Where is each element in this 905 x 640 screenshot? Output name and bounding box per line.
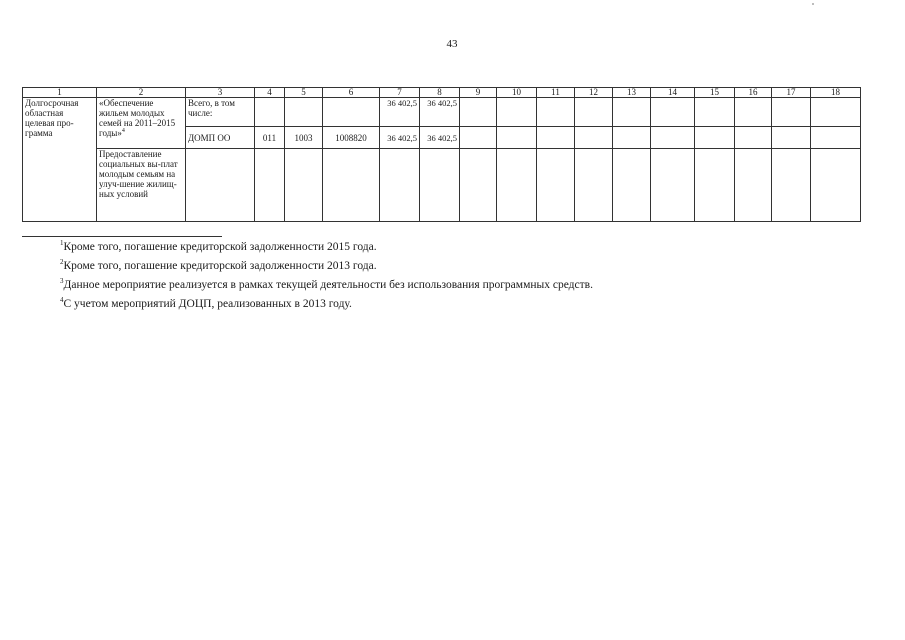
table-cell [575,127,613,149]
table-cell [255,98,285,127]
table-cell [651,98,695,127]
column-header: 7 [380,88,420,98]
table-cell [575,98,613,127]
column-header: 8 [420,88,460,98]
column-header: 3 [186,88,255,98]
program-type-cell: Долгосрочная областная целевая про-грамма [23,98,97,222]
budget-table [22,87,861,222]
table-cell [735,149,772,222]
table-cell [497,149,537,222]
column-header: 2 [97,88,186,98]
value-cell: 36 402,5 [380,127,420,149]
page-number: 43 [446,38,458,50]
column-header: 11 [537,88,575,98]
column-header: 17 [772,88,811,98]
table-cell [695,98,735,127]
footnote-mark: 2 [60,258,64,267]
table-cell [651,127,695,149]
activity-cell: Предоставление социальных вы-плат молодым семьям на улуч-шение жилищ-ных условий [97,149,186,222]
table-cell [323,98,380,127]
footnote-mark: 1 [60,239,64,248]
column-header: 1 [23,88,97,98]
table-cell [613,127,651,149]
column-header: 18 [811,88,861,98]
value-cell: 36 402,5 [380,98,420,127]
footnote-mark: 4 [60,296,64,305]
program-name-text: «Обеспечение жильем молодых семей на 2011–2015 годы» [99,98,176,138]
table-cell [285,149,323,222]
footnote-mark: 3 [60,277,64,286]
column-header: 10 [497,88,537,98]
table-cell [772,98,811,127]
total-label-cell: Всего, в том числе: [186,98,255,127]
table-cell [460,149,497,222]
table-cell [497,127,537,149]
code-cell: 011 [255,127,285,149]
table-cell [255,149,285,222]
table-cell [420,149,460,222]
footnote-text: Кроме того, погашение кредиторской задолженности 2013 года. [63,260,377,272]
table-cell [735,98,772,127]
table-cell [613,98,651,127]
column-header: 5 [285,88,323,98]
table-cell [285,98,323,127]
scan-speck [812,3,814,5]
column-header: 6 [323,88,380,98]
table-cell [186,149,255,222]
code-cell: 1003 [285,127,323,149]
table-cell [537,98,575,127]
table-cell [811,98,861,127]
column-number-row [23,88,861,98]
column-header: 16 [735,88,772,98]
footnote [60,276,840,295]
table-cell [537,127,575,149]
table-cell [651,149,695,222]
value-cell: 36 402,5 [420,127,460,149]
table-cell [460,98,497,127]
table-cell [613,149,651,222]
column-header: 9 [460,88,497,98]
code-cell: 1008820 [323,127,380,149]
program-name-cell [97,98,186,149]
table-row [23,149,861,222]
column-header: 12 [575,88,613,98]
table-cell [460,127,497,149]
footnote-text: Данное мероприятие реализуется в рамках текущей деятельности без использования программных средств. [63,279,593,291]
footnote [60,257,840,276]
table-cell [811,127,861,149]
column-header: 4 [255,88,285,98]
footnote-text: С учетом мероприятий ДОЦП, реализованных в 2013 году. [63,298,352,310]
table-row [23,98,861,127]
footnote-text: Кроме того, погашение кредиторской задолженности 2015 года. [63,241,377,253]
column-header: 15 [695,88,735,98]
table-cell [323,149,380,222]
column-header: 14 [651,88,695,98]
column-header: 13 [613,88,651,98]
footnote [60,238,840,257]
table-cell [537,149,575,222]
footnote [60,295,840,314]
footnote-separator [22,236,222,237]
table-cell [772,149,811,222]
footnotes [60,238,840,314]
footnote-ref: 4 [121,128,125,134]
table-cell [380,149,420,222]
table-cell [497,98,537,127]
table-cell [695,127,735,149]
department-cell: ДОМП ОО [186,127,255,149]
table-cell [735,127,772,149]
table-cell [772,127,811,149]
table-cell [575,149,613,222]
value-cell: 36 402,5 [420,98,460,127]
table-cell [811,149,861,222]
table-cell [695,149,735,222]
